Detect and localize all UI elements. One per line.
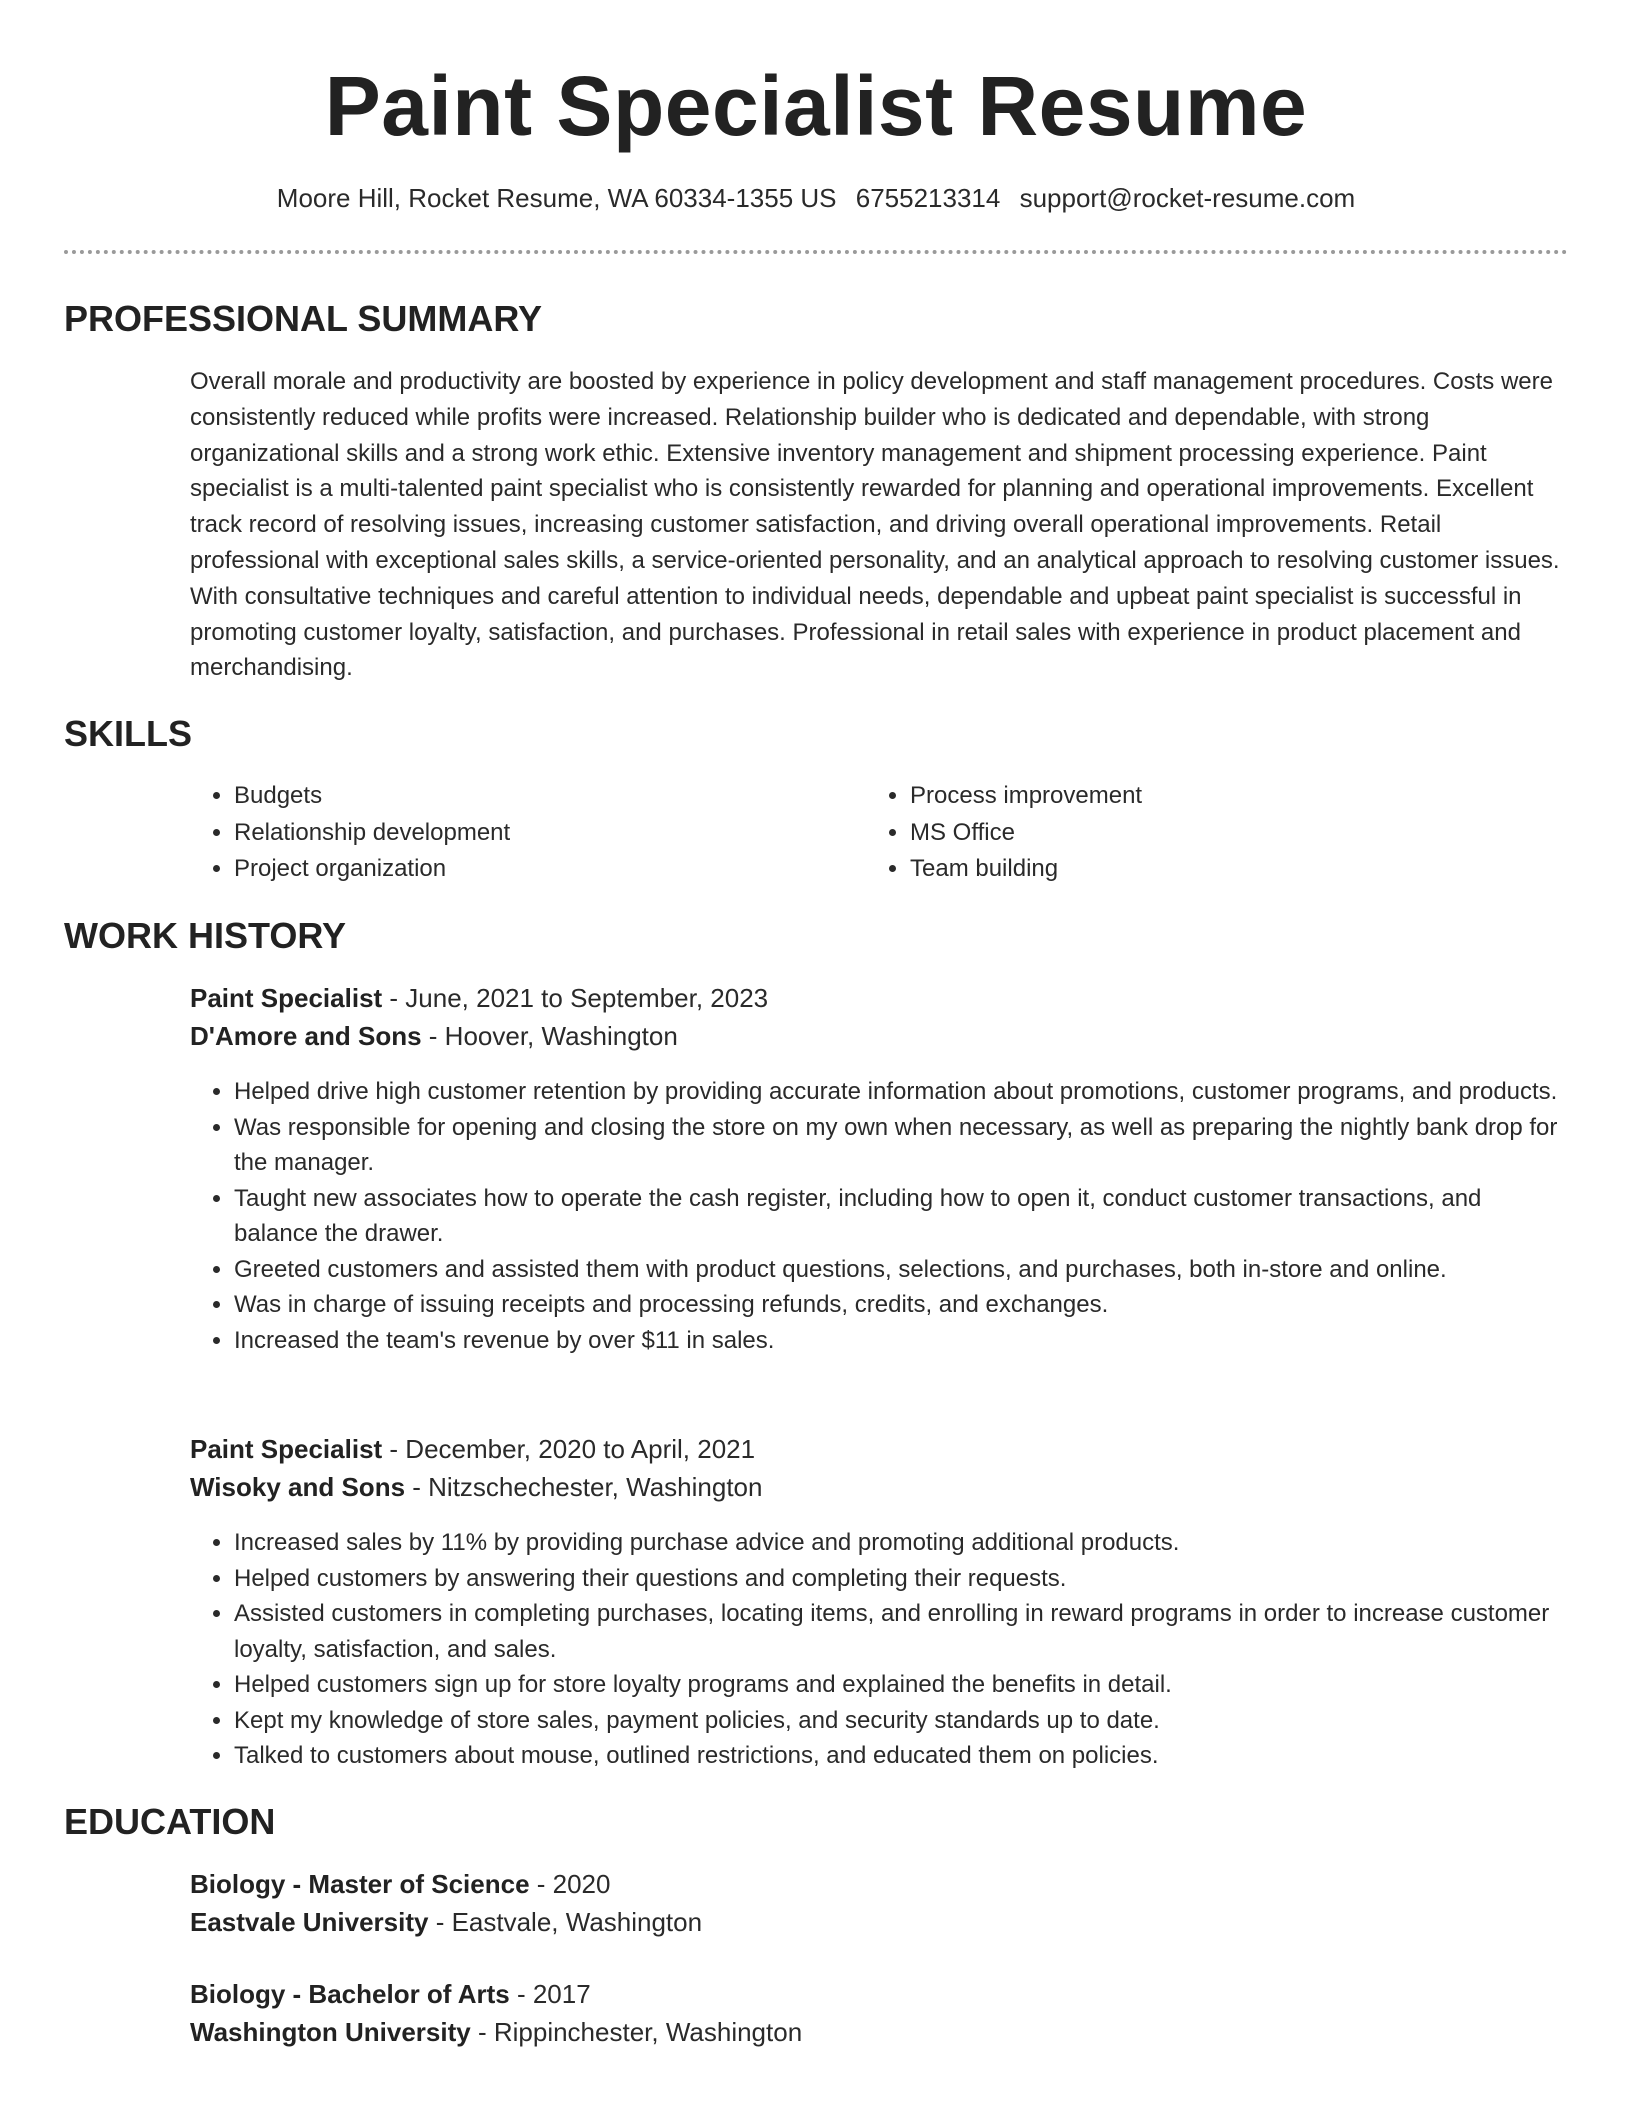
job-company-line <box>190 1018 1566 1054</box>
skill-item: • Project organization <box>234 851 866 888</box>
job-bullet: • Kept my knowledge of store sales, payment policies, and security standards up to date. <box>234 1703 1566 1739</box>
skill-item: • Team building <box>910 851 1542 888</box>
job-bullet: • Talked to customers about mouse, outlined restrictions, and educated them on policies. <box>234 1738 1566 1774</box>
job-dates: - June, 2021 to September, 2023 <box>382 983 769 1013</box>
job-bullet: • Helped customers sign up for store loyalty programs and explained the benefits in detail. <box>234 1667 1566 1703</box>
job-bullet: • Helped customers by answering their questions and completing their requests. <box>234 1561 1566 1597</box>
job-title: Paint Specialist <box>190 983 383 1013</box>
job-location: - Nitzschechester, Washington <box>405 1472 763 1502</box>
education-year: - 2020 <box>529 1869 611 1899</box>
job-bullets <box>190 1074 1566 1358</box>
skill-item: • MS Office <box>910 815 1542 852</box>
summary-text: Overall morale and productivity are boosted by experience in policy development and staff management procedures. Costs were consistently reduced while profits were increased. Relationship builder who is dedicated and dependable, with strong organizational skills and a strong work ethic. Extensive inventory management and shipment processing experience. Paint specialist is a multi-talented paint specialist who is consistently rewarded for planning and operational improvements. Excellent track record of resolving issues, increasing customer satisfaction, and driving overall operational improvements. Retail professional with exceptional sales skills, a service-oriented personality, and an analytical approach to resolving customer issues. With consultative techniques and careful attention to individual needs, dependable and upbeat paint specialist is successful in promoting customer loyalty, satisfaction, and purchases. Professional in retail sales with experience in product placement and merchandising. <box>190 368 1560 682</box>
education-school: Washington University <box>190 2017 471 2047</box>
education-degree: Biology - Bachelor of Arts <box>190 1979 510 2009</box>
education-location: - Eastvale, Washington <box>428 1907 703 1937</box>
education-location: - Rippinchester, Washington <box>470 2017 803 2047</box>
job-title: Paint Specialist <box>190 1434 383 1464</box>
job-bullet: • Was responsible for opening and closing the store on my own when necessary, as well as preparing the nightly bank drop for the manager. <box>234 1110 1566 1181</box>
skills-list <box>190 778 1566 888</box>
contact-address: Moore Hill, Rocket Resume, WA 60334-1355 US <box>276 183 837 213</box>
resume-page <box>64 0 1568 2047</box>
job-company: Wisoky and Sons <box>190 1472 406 1502</box>
work-history-heading: WORK HISTORY <box>64 915 347 956</box>
skills-column-left <box>190 778 866 888</box>
skills-column-right <box>866 778 1542 888</box>
education-year: - 2017 <box>509 1979 591 2009</box>
education-school: Eastvale University <box>190 1907 429 1937</box>
job-company-line <box>190 1469 1566 1505</box>
job-bullet: • Helped drive high customer retention by providing accurate information about promotions, customer programs, and products. <box>234 1074 1566 1110</box>
skill-item: • Budgets <box>234 778 866 815</box>
job-bullets <box>190 1525 1566 1774</box>
job-bullet: • Taught new associates how to operate the cash register, including how to open it, conduct customer transactions, and balance the drawer. <box>234 1181 1566 1252</box>
contact-info <box>64 183 1568 213</box>
skills-heading: SKILLS <box>64 713 193 754</box>
education-school-line <box>190 1904 1566 1940</box>
job-bullet: • Greeted customers and assisted them with product questions, selections, and purchases, both in-store and online. <box>234 1252 1566 1288</box>
contact-email: support@rocket-resume.com <box>1019 183 1356 213</box>
job-title-line <box>190 1431 1566 1467</box>
job-location: - Hoover, Washington <box>421 1021 678 1051</box>
job-bullet: • Assisted customers in completing purchases, locating items, and enrolling in reward programs in order to increase customer loyalty, satisfaction, and sales. <box>234 1596 1566 1667</box>
job-dates: - December, 2020 to April, 2021 <box>382 1434 756 1464</box>
contact-phone: 6755213314 <box>855 183 1001 213</box>
education-degree: Biology - Master of Science <box>190 1869 530 1899</box>
job-bullet: • Increased sales by 11% by providing purchase advice and promoting additional products. <box>234 1525 1566 1561</box>
resume-title: Paint Specialist Resume <box>324 59 1308 153</box>
skill-item: • Process improvement <box>910 778 1542 815</box>
job-bullet: • Increased the team's revenue by over $11 in sales. <box>234 1323 1566 1359</box>
header-divider <box>64 250 1568 254</box>
job-company: D'Amore and Sons <box>190 1021 422 1051</box>
skill-item: • Relationship development <box>234 815 866 852</box>
education-school-line <box>190 2014 1566 2050</box>
education-degree-line <box>190 1976 1566 2012</box>
education-heading: EDUCATION <box>64 1801 276 1842</box>
education-degree-line <box>190 1866 1566 1902</box>
job-bullet: • Was in charge of issuing receipts and processing refunds, credits, and exchanges. <box>234 1287 1566 1323</box>
job-title-line <box>190 980 1566 1016</box>
summary-heading: PROFESSIONAL SUMMARY <box>64 298 543 339</box>
